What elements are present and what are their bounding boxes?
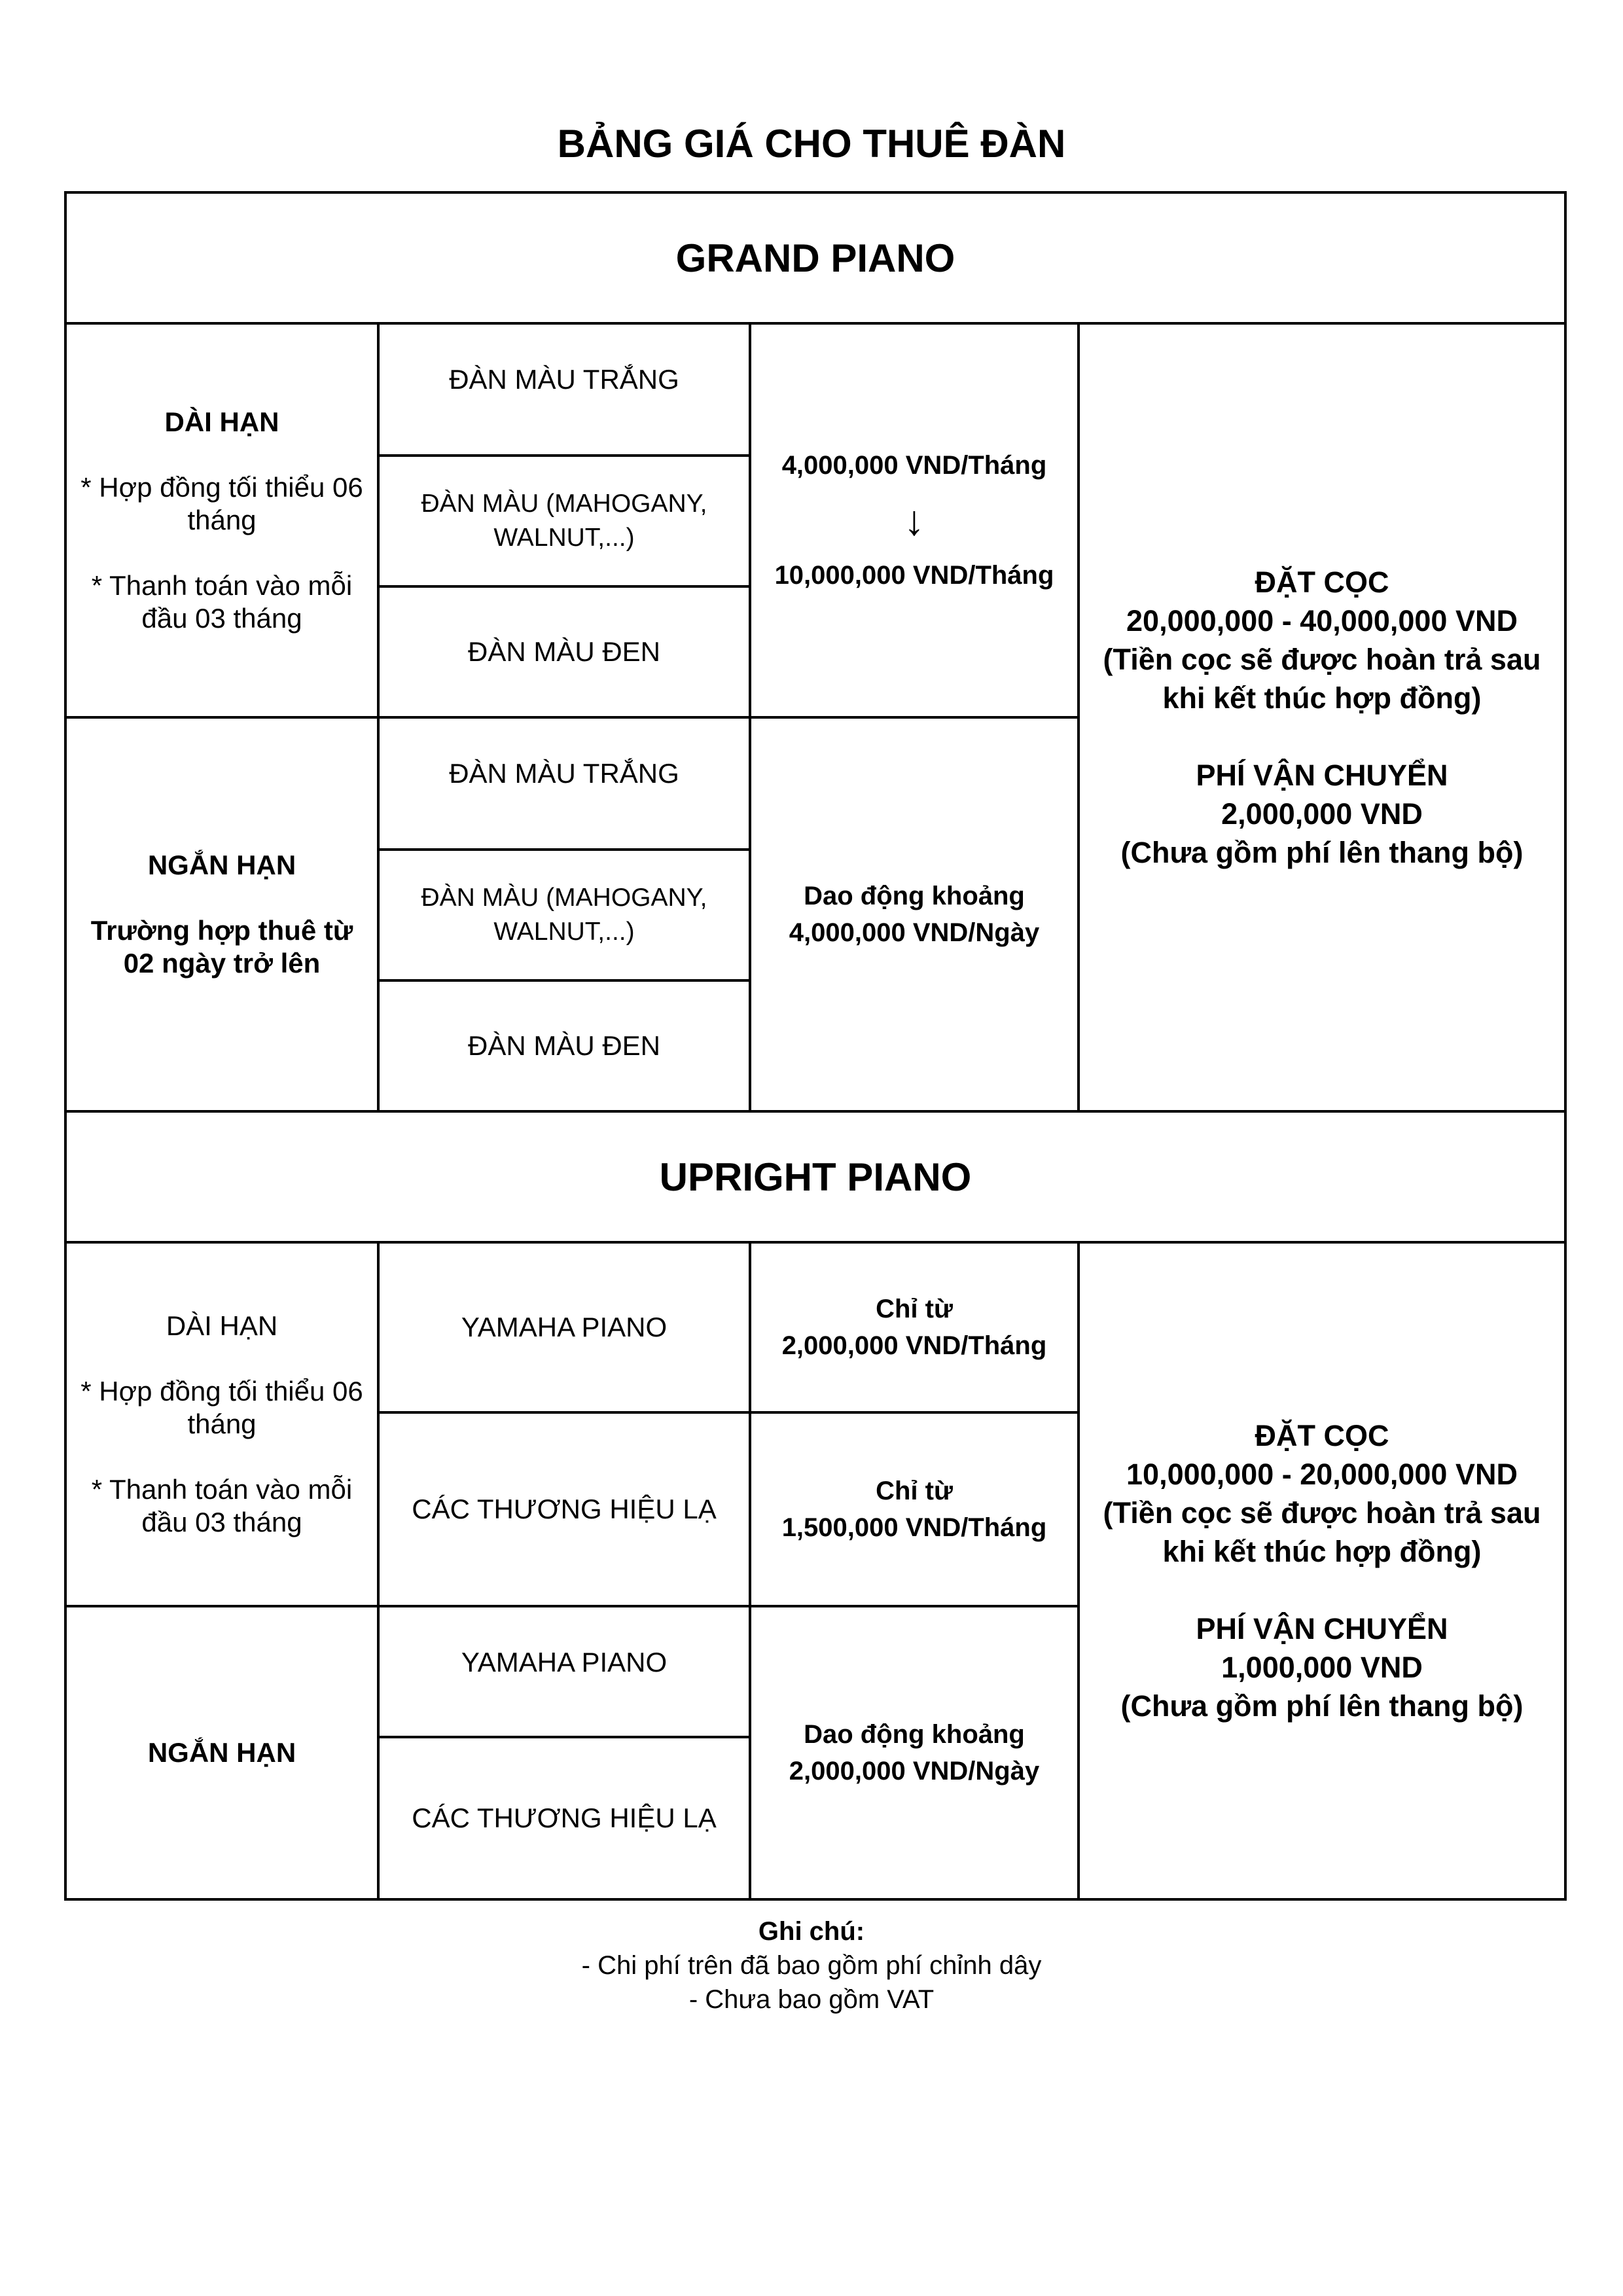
deposit-range: 10,000,000 - 20,000,000 VND bbox=[1126, 1458, 1518, 1491]
upright-short-price: Dao động khoảng bbox=[804, 1720, 1025, 1749]
grand-long-price-cell bbox=[751, 325, 1077, 716]
notes-heading: Ghi chú: bbox=[758, 1917, 865, 1946]
grand-short-price: Dao động khoảng bbox=[804, 882, 1025, 910]
shipping-note: (Chưa gồm phí lên thang bộ) bbox=[1120, 836, 1524, 869]
upright-long-option: CÁC THƯƠNG HIỆU LẠ bbox=[412, 1494, 717, 1524]
grand-short-price-cell bbox=[751, 719, 1077, 1110]
upright-short-price: 2,000,000 VND/Ngày bbox=[789, 1757, 1040, 1785]
upright-long-price-cell bbox=[751, 1244, 1077, 1411]
deposit-label: ĐẶT CỌC bbox=[1255, 1419, 1389, 1452]
deposit-label: ĐẶT CỌC bbox=[1255, 565, 1389, 599]
grand-long-term-note: * Hợp đồng tối thiểu 06 tháng bbox=[80, 472, 363, 535]
grand-long-term-label: DÀI HẠN bbox=[164, 406, 279, 437]
grand-long-term-note: * Thanh toán vào mỗi đầu 03 tháng bbox=[91, 570, 353, 634]
shipping-note: (Chưa gồm phí lên thang bộ) bbox=[1120, 1689, 1524, 1723]
upright-long-term-label: DÀI HẠN bbox=[166, 1310, 278, 1341]
upright-piano-heading: UPRIGHT PIANO bbox=[659, 1155, 972, 1199]
deposit-refund-note: (Tiền cọc sẽ được hoàn trả sau khi kết thúc hợp đồng) bbox=[1103, 643, 1541, 715]
grand-short-option: ĐÀN MÀU TRẮNG bbox=[449, 758, 679, 789]
grand-deposit-cell bbox=[1080, 325, 1564, 1110]
grand-short-term-note: Trường hợp thuê từ 02 ngày trở lên bbox=[90, 915, 353, 978]
shipping-fee: 1,000,000 VND bbox=[1221, 1651, 1423, 1684]
notes-item: - Chi phí trên đã bao gồm phí chỉnh dây bbox=[581, 1951, 1042, 1980]
upright-long-term-note: * Hợp đồng tối thiểu 06 tháng bbox=[80, 1376, 363, 1439]
grand-short-price: 4,000,000 VND/Ngày bbox=[789, 918, 1040, 947]
grand-long-price-to: 10,000,000 VND/Tháng bbox=[774, 561, 1054, 590]
upright-short-term-cell bbox=[67, 1607, 377, 1898]
grand-short-term-label: NGẮN HẠN bbox=[147, 850, 296, 880]
upright-long-price: 2,000,000 VND/Tháng bbox=[781, 1331, 1047, 1360]
upright-long-price: Chỉ từ bbox=[876, 1295, 953, 1323]
upright-short-term-label: NGẮN HẠN bbox=[147, 1737, 296, 1768]
upright-long-term-note: * Thanh toán vào mỗi đầu 03 tháng bbox=[91, 1474, 353, 1537]
shipping-fee: 2,000,000 VND bbox=[1221, 797, 1423, 831]
upright-long-price-cell bbox=[751, 1414, 1077, 1605]
upright-deposit-cell bbox=[1080, 1244, 1564, 1898]
notes-item: - Chưa bao gồm VAT bbox=[688, 1985, 935, 2014]
upright-long-option: YAMAHA PIANO bbox=[461, 1312, 668, 1342]
grand-piano-heading: GRAND PIANO bbox=[675, 236, 955, 280]
grand-long-option: ĐÀN MÀU (MAHOGANY, WALNUT,...) bbox=[421, 490, 707, 552]
shipping-label: PHÍ VẬN CHUYỂN bbox=[1196, 759, 1448, 792]
upright-short-option: YAMAHA PIANO bbox=[461, 1647, 668, 1677]
grand-short-option: ĐÀN MÀU (MAHOGANY, WALNUT,...) bbox=[421, 884, 707, 946]
grand-long-term-cell bbox=[67, 325, 377, 716]
grand-long-price-from: 4,000,000 VND/Tháng bbox=[781, 451, 1047, 480]
grand-long-option: ĐÀN MÀU TRẮNG bbox=[449, 364, 679, 395]
upright-long-term-cell bbox=[67, 1244, 377, 1605]
notes-section bbox=[0, 1914, 1623, 2017]
deposit-refund-note: (Tiền cọc sẽ được hoàn trả sau khi kết thúc hợp đồng) bbox=[1103, 1496, 1541, 1568]
shipping-label: PHÍ VẬN CHUYỂN bbox=[1196, 1612, 1448, 1645]
page-title: BẢNG GIÁ CHO THUÊ ĐÀN bbox=[557, 122, 1066, 166]
upright-short-price-cell bbox=[751, 1607, 1077, 1898]
grand-short-term-cell bbox=[67, 719, 377, 1110]
upright-long-price: Chỉ từ bbox=[876, 1477, 953, 1505]
grand-long-option: ĐÀN MÀU ĐEN bbox=[467, 636, 661, 667]
deposit-range: 20,000,000 - 40,000,000 VND bbox=[1126, 604, 1518, 637]
arrow-down-icon: ↓ bbox=[904, 497, 925, 544]
grand-short-option: ĐÀN MÀU ĐEN bbox=[467, 1030, 661, 1061]
upright-short-option: CÁC THƯƠNG HIỆU LẠ bbox=[412, 1803, 717, 1833]
upright-long-price: 1,500,000 VND/Tháng bbox=[781, 1513, 1047, 1542]
